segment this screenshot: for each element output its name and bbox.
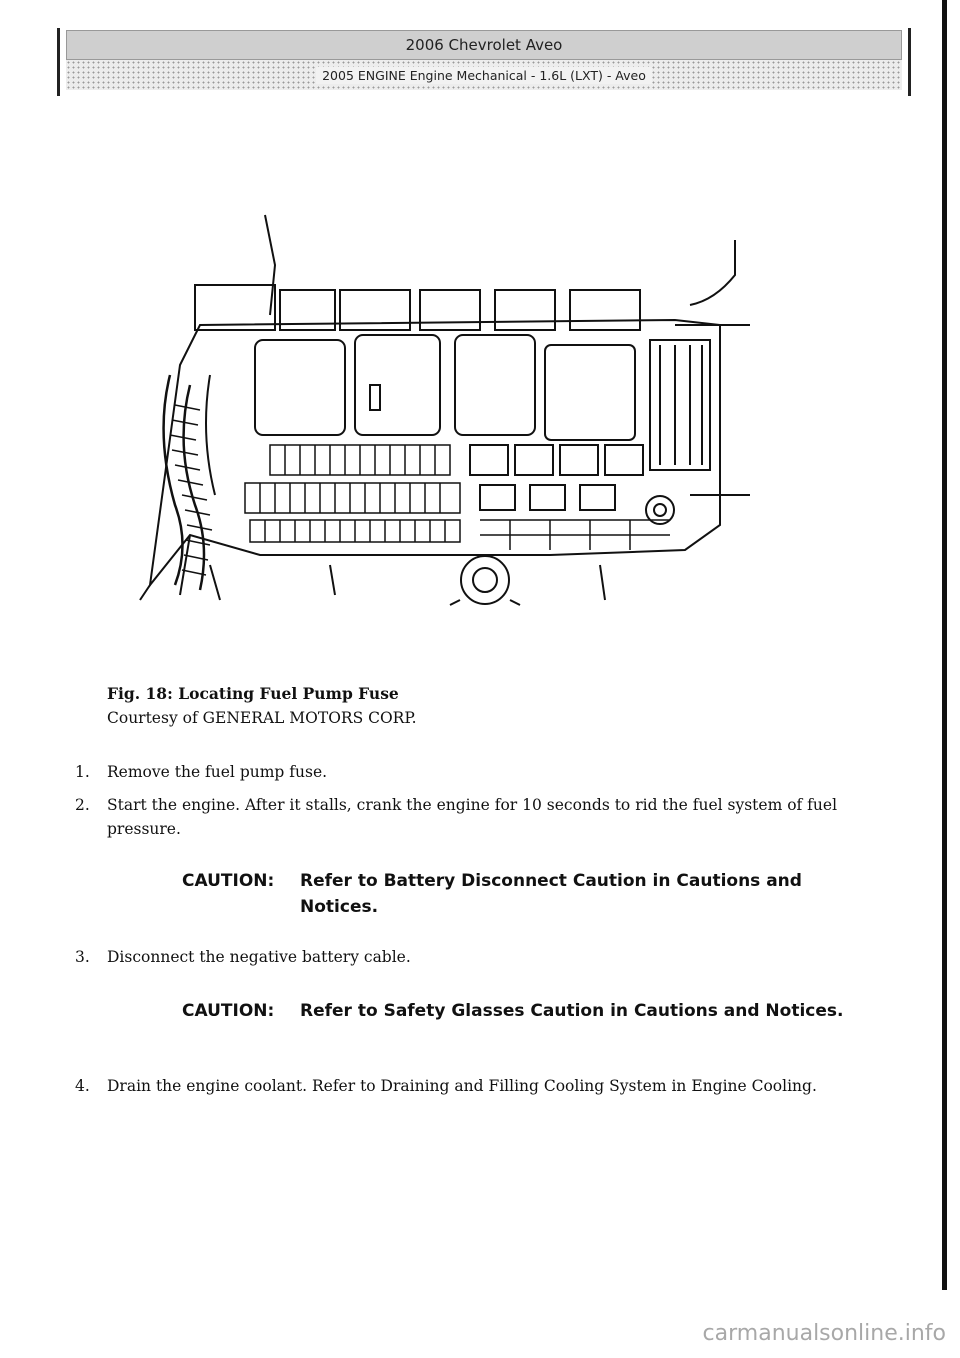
document-header bbox=[57, 28, 911, 96]
step-text: Start the engine. After it stalls, crank the engine for 10 seconds to rid the fuel system of fuel pressure. bbox=[107, 796, 838, 838]
step-text: Remove the fuel pump fuse. bbox=[107, 763, 328, 781]
step-item bbox=[75, 945, 905, 969]
caution-label: CAUTION: bbox=[182, 1001, 275, 1021]
step-number: 1. bbox=[75, 763, 90, 781]
document-subtitle-bar bbox=[66, 60, 902, 90]
document-subtitle: 2005 ENGINE Engine Mechanical - 1.6L (LXT) - Aveo bbox=[316, 67, 652, 84]
step-number: 3. bbox=[75, 948, 90, 966]
document-title: 2006 Chevrolet Aveo bbox=[66, 30, 902, 60]
step-item bbox=[75, 793, 905, 841]
step-number: 2. bbox=[75, 796, 90, 814]
figure-caption-credit: Courtesy of GENERAL MOTORS CORP. bbox=[107, 709, 417, 727]
site-watermark: carmanualsonline.info bbox=[702, 1321, 946, 1346]
page-border bbox=[942, 0, 947, 1290]
caution-text: Refer to Safety Glasses Caution in Cautions and Notices. bbox=[300, 1001, 844, 1021]
step-text: Disconnect the negative battery cable. bbox=[107, 948, 411, 966]
caution-text: Refer to Battery Disconnect Caution in Cautions and Notices. bbox=[300, 871, 802, 917]
step-number: 4. bbox=[75, 1077, 90, 1095]
caution-note bbox=[182, 868, 882, 920]
fuse-box-illustration bbox=[130, 205, 760, 610]
step-text: Drain the engine coolant. Refer to Draining and Filling Cooling System in Engine Cooling. bbox=[107, 1077, 817, 1095]
figure-caption bbox=[107, 682, 417, 730]
step-item bbox=[75, 760, 905, 784]
figure-caption-title: Fig. 18: Locating Fuel Pump Fuse bbox=[107, 684, 399, 703]
step-item bbox=[75, 1074, 905, 1098]
caution-label: CAUTION: bbox=[182, 871, 275, 891]
caution-note bbox=[182, 998, 882, 1024]
